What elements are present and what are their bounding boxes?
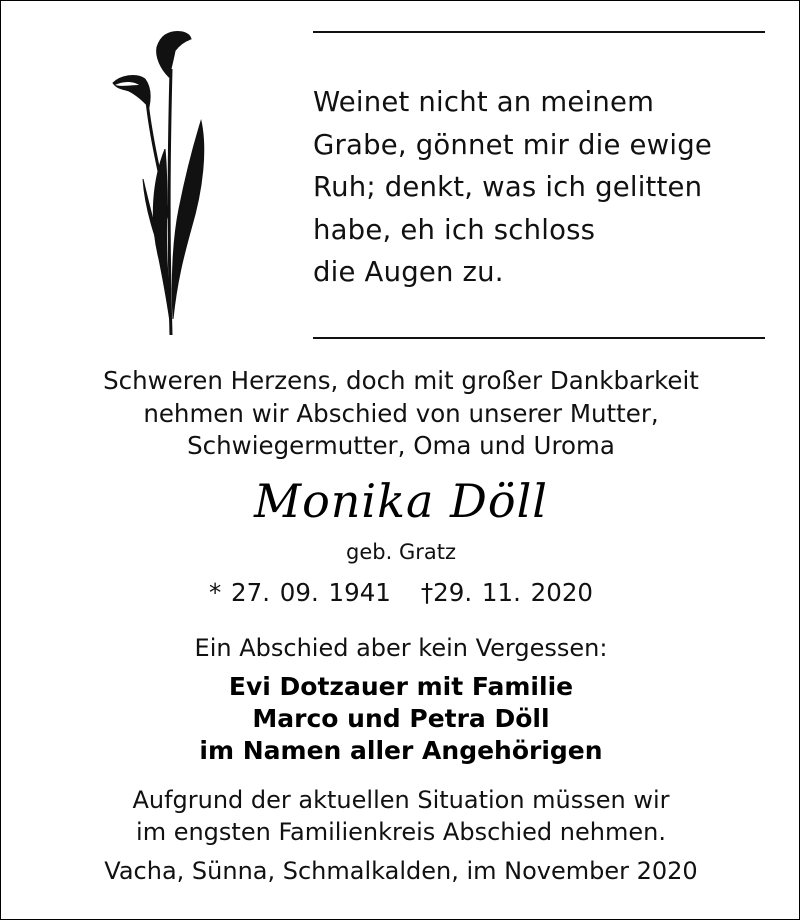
signer-line: Evi Dotzauer mit Familie bbox=[228, 672, 574, 701]
calla-lily-icon bbox=[105, 29, 215, 341]
farewell-line: Ein Abschied aber kein Vergessen: bbox=[194, 634, 608, 662]
poem-line: Grabe, gönnet mir die ewige bbox=[313, 128, 712, 161]
signer-line: Marco und Petra Döll bbox=[252, 704, 550, 733]
notice-text bbox=[1, 784, 800, 848]
deceased-name: Monika Döll bbox=[253, 474, 549, 528]
poem-line: Weinet nicht an meinem bbox=[313, 86, 655, 118]
notice-line: Aufgrund der aktuellen Situation müssen wir bbox=[132, 786, 670, 814]
intro-text bbox=[1, 365, 800, 463]
life-dates bbox=[1, 575, 800, 611]
poem-verse bbox=[313, 81, 773, 294]
poem-line: die Augen zu. bbox=[313, 256, 504, 288]
poem-line: habe, eh ich schloss bbox=[313, 213, 596, 246]
birth-date: * 27. 09. 1941 bbox=[209, 578, 391, 607]
bottom-divider bbox=[313, 337, 765, 339]
notice-line: im engsten Familienkreis Abschied nehmen. bbox=[136, 818, 666, 846]
maiden-name: geb. Gratz bbox=[346, 540, 456, 564]
intro-line: nehmen wir Abschied von unserer Mutter, bbox=[143, 398, 659, 428]
death-date: †29. 11. 2020 bbox=[420, 578, 593, 607]
top-divider bbox=[313, 31, 765, 33]
poem-line: Ruh; denkt, was ich gelitten bbox=[313, 171, 703, 203]
intro-line: Schwiegermutter, Oma und Uroma bbox=[187, 431, 615, 460]
place-and-date: Vacha, Sünna, Schmalkalden, im November 2020 bbox=[104, 857, 698, 885]
signers-block bbox=[1, 671, 800, 767]
signer-line: im Namen aller Angehörigen bbox=[199, 736, 603, 765]
intro-line: Schweren Herzens, doch mit großer Dankbarkeit bbox=[103, 366, 699, 395]
